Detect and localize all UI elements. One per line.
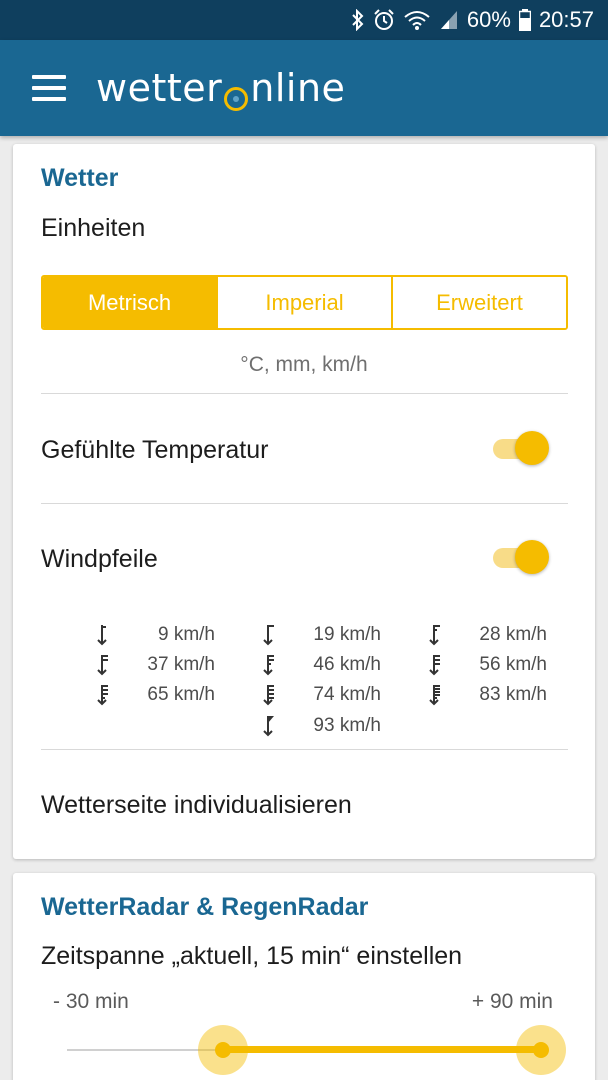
- wind-arrows-label: Windpfeile: [41, 545, 158, 573]
- wind-barb-icon: [261, 623, 275, 647]
- battery-icon: [519, 9, 531, 31]
- felt-temperature-label: Gefühlte Temperatur: [41, 436, 269, 464]
- alarm-icon: [373, 9, 395, 31]
- units-option-imperial[interactable]: Imperial: [216, 277, 391, 328]
- wind-legend-item: 28 km/h: [427, 623, 547, 647]
- battery-percent: 60%: [466, 7, 511, 32]
- wind-barb-icon: [261, 683, 275, 707]
- clock-time: 20:57: [538, 7, 594, 32]
- logo-text-right: nline: [250, 66, 346, 110]
- timespan-slider-low-handle[interactable]: [198, 1025, 248, 1075]
- wind-barb-icon: [95, 623, 109, 647]
- wind-legend-item: 56 km/h: [427, 653, 547, 677]
- timespan-slider-high-handle[interactable]: [516, 1025, 566, 1075]
- units-option-extended[interactable]: Erweitert: [391, 277, 566, 328]
- weather-settings-card: [13, 144, 595, 859]
- wind-barb-icon: [427, 653, 441, 677]
- logo-sun-icon: [223, 77, 249, 103]
- divider: [41, 393, 568, 394]
- timespan-label: Zeitspanne „aktuell, 15 min“ einstellen: [41, 942, 463, 970]
- units-option-metric[interactable]: Metrisch: [43, 277, 216, 328]
- felt-temperature-toggle[interactable]: [493, 428, 549, 468]
- units-label: Einheiten: [41, 214, 146, 242]
- section-title-radar: WetterRadar & RegenRadar: [41, 893, 369, 921]
- wind-legend-item: 46 km/h: [261, 653, 381, 677]
- status-bar: [0, 0, 608, 40]
- units-segmented-control: [41, 275, 568, 330]
- slider-max-label: + 90 min: [471, 990, 553, 1013]
- wind-legend-item: 37 km/h: [95, 653, 215, 677]
- wind-legend-item: 93 km/h: [261, 714, 381, 738]
- app-bar: [0, 40, 608, 136]
- section-title-weather: Wetter: [41, 164, 119, 192]
- units-hint: °C, mm, km/h: [240, 353, 368, 376]
- divider: [41, 749, 568, 750]
- wind-legend-item: 83 km/h: [427, 683, 547, 707]
- wind-legend-item: 74 km/h: [261, 683, 381, 707]
- divider: [41, 503, 568, 504]
- logo-text-left: wetter: [96, 66, 223, 110]
- wind-barb-icon: [95, 653, 109, 677]
- wind-barb-icon: [95, 683, 109, 707]
- bluetooth-icon: [351, 9, 365, 31]
- wetteronline-logo: [96, 66, 345, 110]
- customize-weather-page-item[interactable]: Wetterseite individualisieren: [41, 791, 352, 819]
- wind-barb-icon: [427, 623, 441, 647]
- wind-barb-icon: [261, 653, 275, 677]
- wind-legend-item: 65 km/h: [95, 683, 215, 707]
- radar-settings-card: [13, 873, 595, 1080]
- wifi-icon: [403, 9, 431, 31]
- hamburger-menu-icon[interactable]: [32, 75, 66, 101]
- wind-legend-item: 9 km/h: [95, 623, 215, 647]
- wind-speed-legend: [13, 623, 595, 743]
- timespan-slider-range: [223, 1046, 541, 1053]
- wind-legend-item: 19 km/h: [261, 623, 381, 647]
- wind-arrows-toggle[interactable]: [493, 537, 549, 577]
- wind-barb-icon: [261, 714, 275, 738]
- signal-icon: [439, 9, 459, 31]
- wind-barb-icon: [427, 683, 441, 707]
- slider-min-label: - 30 min: [53, 990, 129, 1013]
